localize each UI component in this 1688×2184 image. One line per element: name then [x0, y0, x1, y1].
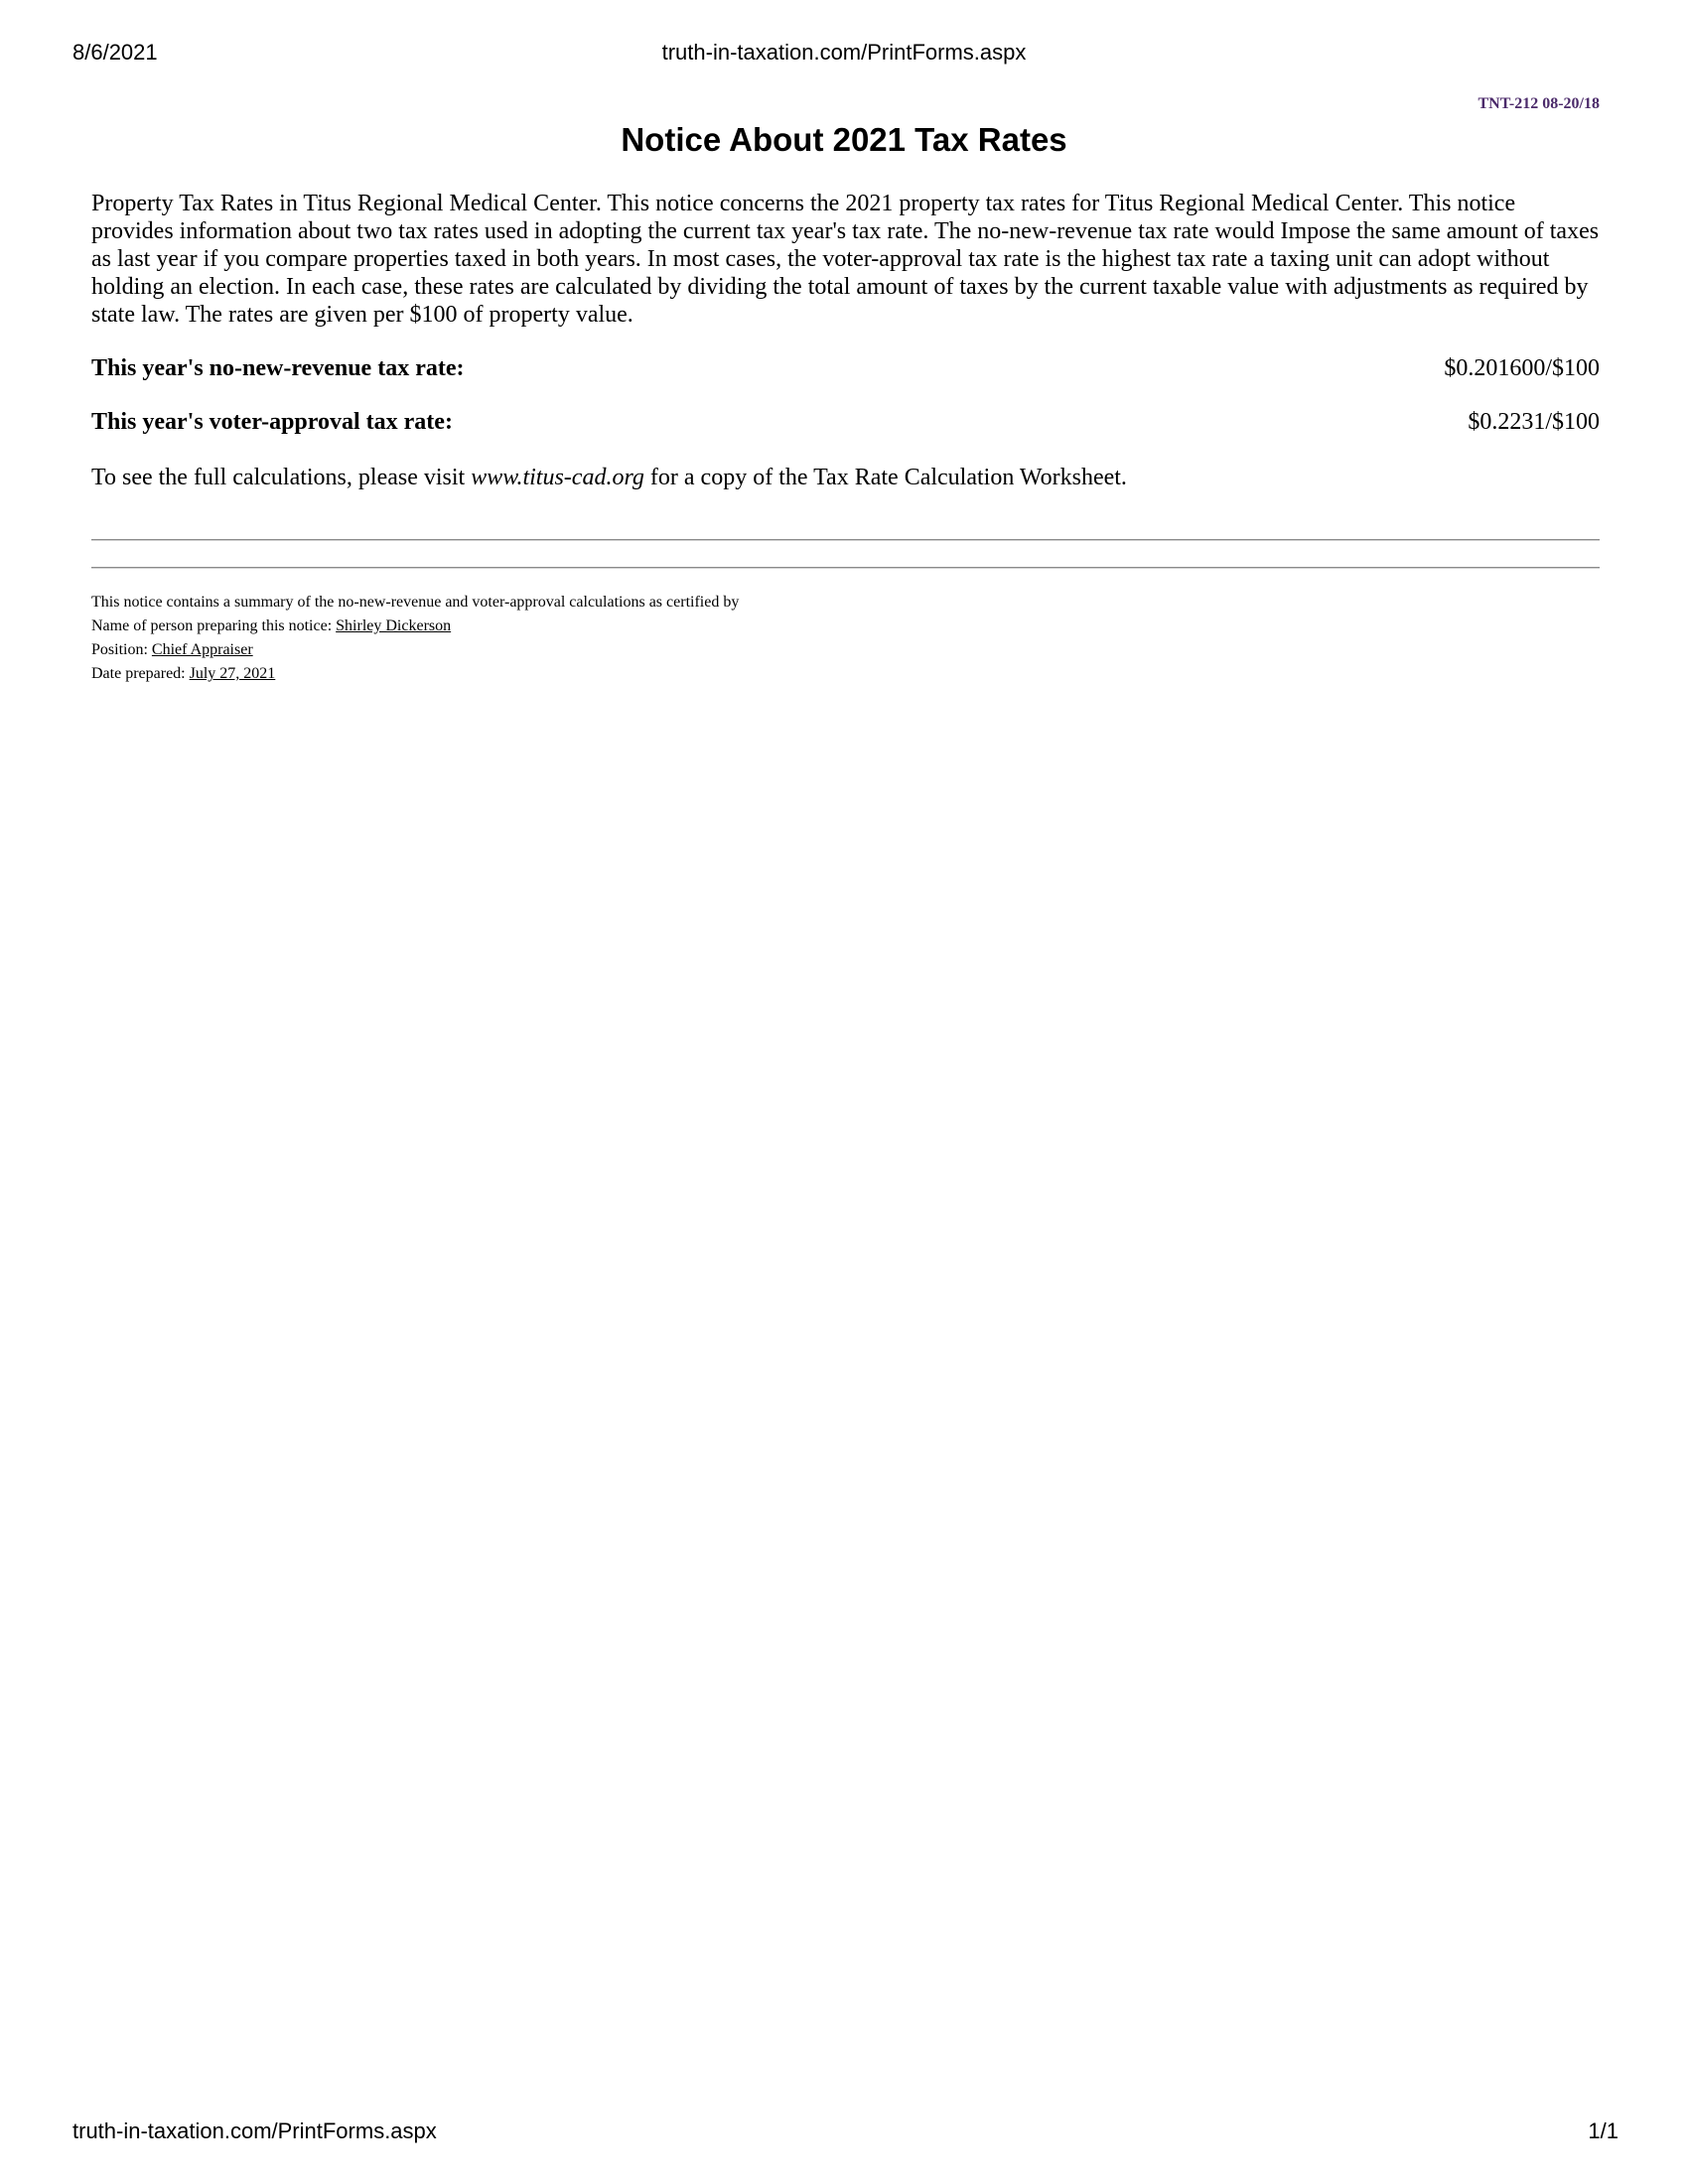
divider-bottom: [91, 567, 1600, 569]
certification-block: [91, 591, 739, 686]
form-code: TNT-212 08-20/18: [1477, 95, 1600, 112]
preparer-line: [91, 614, 739, 638]
print-footer-url: truth-in-taxation.com/PrintForms.aspx: [72, 2118, 437, 2143]
website-link[interactable]: www.titus-cad.org: [471, 465, 644, 490]
intro-paragraph: Property Tax Rates in Titus Regional Medical Center. This notice concerns the 2021 property tax rates for Titus Regional Medical Center. This notice provides information about two tax rates used in adopting the current tax year's tax rate. The no-new-revenue tax rate would Impose the same amount of taxes as last year if you compare properties taxed in both years. In most cases, the voter-approval tax rate is the highest tax rate a taxing unit can adopt without holding an election. In each case, these rates are calculated by dividing the total amount of taxes by the current taxable value with adjustments as required by state law. The rates are given per $100 of property value.: [91, 191, 1600, 328]
position-value: Chief Appraiser: [151, 641, 253, 658]
date-prepared-line: [91, 662, 739, 686]
divider-top: [91, 539, 1600, 541]
voter-approval-rate-label: This year's voter-approval tax rate:: [91, 409, 453, 435]
certification-summary: This notice contains a summary of the no-new-revenue and voter-approval calculations as certified by: [91, 594, 740, 611]
voter-approval-rate-value: $0.2231/$100: [1468, 409, 1600, 435]
date-prepared-value: July 27, 2021: [189, 665, 276, 682]
print-header-url: truth-in-taxation.com/PrintForms.aspx: [661, 40, 1027, 65]
page-title: Notice About 2021 Tax Rates: [621, 121, 1067, 158]
preparer-name: Shirley Dickerson: [336, 617, 452, 634]
notice-body: [91, 190, 1600, 491]
no-new-revenue-rate-label: This year's no-new-revenue tax rate:: [91, 355, 465, 381]
print-footer-page-number: 1/1: [1588, 2118, 1618, 2143]
preparer-label: Name of person preparing this notice:: [91, 617, 337, 634]
voter-approval-rate-row: [91, 408, 1600, 436]
date-prepared-label: Date prepared:: [91, 665, 190, 682]
position-label: Position:: [91, 641, 152, 658]
no-new-revenue-rate-row: [91, 354, 1600, 382]
no-new-revenue-rate-value: $0.201600/$100: [1444, 355, 1600, 381]
full-calc-text-after: for a copy of the Tax Rate Calculation Worksheet.: [643, 465, 1127, 490]
full-calc-text-before: To see the full calculations, please visit: [91, 465, 472, 490]
position-line: [91, 638, 739, 662]
print-header-date: 8/6/2021: [72, 40, 158, 65]
full-calculations-note: [91, 464, 1600, 491]
